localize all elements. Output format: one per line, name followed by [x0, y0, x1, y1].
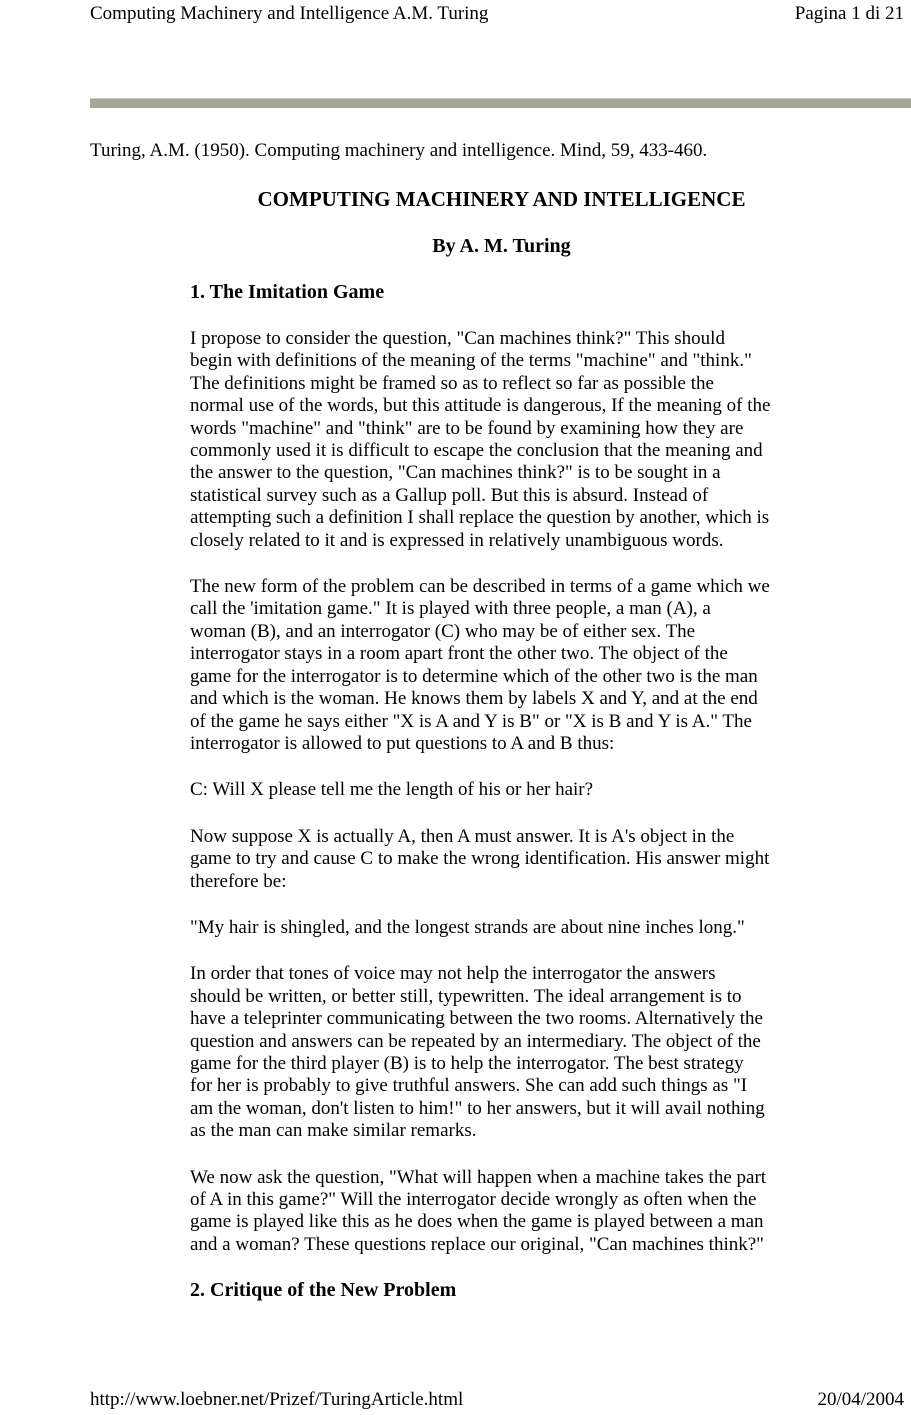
- text-line: of A in this game?" Will the interrogator decide wrongly as often when the: [190, 1189, 757, 1210]
- article-body: [190, 186, 813, 1302]
- paragraph: [190, 826, 813, 893]
- text-line: attempting such a definition I shall replace the question by another, which is: [190, 507, 770, 529]
- text-line: therefore be:: [190, 870, 287, 892]
- page-header: [90, 3, 904, 25]
- text-line: call the 'imitation game." It is played with three people, a man (A), a: [190, 598, 711, 620]
- text-line: game for the interrogator is to determine which of the other two is the man: [190, 665, 758, 687]
- text-line: of the game he says either "X is A and Y is B" or "X is B and Y is A." The: [190, 710, 752, 732]
- text-line: C: Will X please tell me the length of his or her hair?: [190, 779, 594, 801]
- horizontal-rule: [90, 98, 911, 108]
- text-line: and which is the woman. He knows them by labels X and Y, and at the end: [190, 688, 758, 710]
- text-line: We now ask the question, "What will happen when a machine takes the part: [190, 1166, 767, 1188]
- article-byline: By A. M. Turing: [432, 235, 571, 257]
- citation-line: Turing, A.M. (1950). Computing machinery and intelligence. Mind, 59, 433-460.: [90, 140, 708, 161]
- text-line: interrogator is allowed to put questions to A and B thus:: [190, 732, 615, 754]
- text-line: Now suppose X is actually A, then A must answer. It is A's object in the: [190, 825, 735, 847]
- footer-date: 20/04/2004: [817, 1389, 904, 1410]
- text-line: question and answers can be repeated by an intermediary. The object of the: [190, 1030, 761, 1052]
- text-line: should be written, or better still, typewritten. The ideal arrangement is to: [190, 985, 742, 1007]
- footer-url: http://www.loebner.net/Prizef/TuringArticle.html: [90, 1389, 464, 1410]
- section-heading: [190, 281, 813, 304]
- text-line: woman (B), and an interrogator (C) who may be of either sex. The: [190, 620, 696, 642]
- text-line: have a teleprinter communicating between the two rooms. Alternatively the: [190, 1008, 763, 1030]
- article-blocks: [190, 281, 813, 1302]
- article-title: COMPUTING MACHINERY AND INTELLIGENCE: [257, 187, 746, 211]
- text-line: commonly used it is difficult to escape the conclusion that the meaning and: [190, 440, 763, 462]
- text-line: The new form of the problem can be described in terms of a game which we: [190, 576, 770, 598]
- text-line: as the man can make similar remarks.: [190, 1120, 477, 1142]
- text-line: am the woman, don't listen to him!" to her answers, but it will avail nothing: [190, 1097, 765, 1119]
- text-line: I propose to consider the question, "Can machines think?" This should: [190, 328, 725, 349]
- text-line: closely related to it and is expressed in relatively unambiguous words.: [190, 529, 724, 551]
- page-footer: [90, 1389, 904, 1411]
- paragraph: [190, 779, 813, 801]
- text-line: and a woman? These questions replace our original, "Can machines think?": [190, 1233, 764, 1255]
- text-line: the answer to the question, "Can machines think?" is to be sought in a: [190, 462, 721, 484]
- text-line: words "machine" and "think" are to be found by examining how they are: [190, 417, 744, 439]
- text-line: begin with definitions of the meaning of the terms "machine" and "think.": [190, 350, 752, 372]
- text-line: 1. The Imitation Game: [190, 281, 385, 303]
- header-page-number: Pagina 1 di 21: [794, 3, 904, 24]
- page-content: [90, 140, 881, 1302]
- text-line: game to try and cause C to make the wrong identification. His answer might: [190, 848, 770, 870]
- paragraph: [190, 963, 813, 1142]
- text-line: "My hair is shingled, and the longest strands are about nine inches long.": [190, 916, 745, 938]
- text-line: game is played like this as he does when the game is played between a man: [190, 1211, 764, 1233]
- header-document-title: Computing Machinery and Intelligence A.M. Turing: [90, 3, 489, 24]
- paragraph: [190, 576, 813, 755]
- text-line: The definitions might be framed so as to reflect so far as possible the: [190, 372, 714, 394]
- text-line: normal use of the words, but this attitude is dangerous, If the meaning of the: [190, 395, 771, 417]
- paragraph: [190, 1167, 813, 1257]
- paragraph: [190, 328, 813, 552]
- text-line: In order that tones of voice may not help the interrogator the answers: [190, 963, 716, 985]
- section-heading: [190, 1279, 813, 1302]
- text-line: statistical survey such as a Gallup poll. But this is absurd. Instead of: [190, 484, 709, 506]
- text-line: 2. Critique of the New Problem: [190, 1279, 457, 1302]
- text-line: interrogator stays in a room apart front the other two. The object of the: [190, 643, 728, 665]
- paragraph: [190, 917, 813, 939]
- text-line: for her is probably to give truthful answers. She can add such things as "I: [190, 1075, 748, 1097]
- text-line: game for the third player (B) is to help the interrogator. The best strategy: [190, 1052, 744, 1074]
